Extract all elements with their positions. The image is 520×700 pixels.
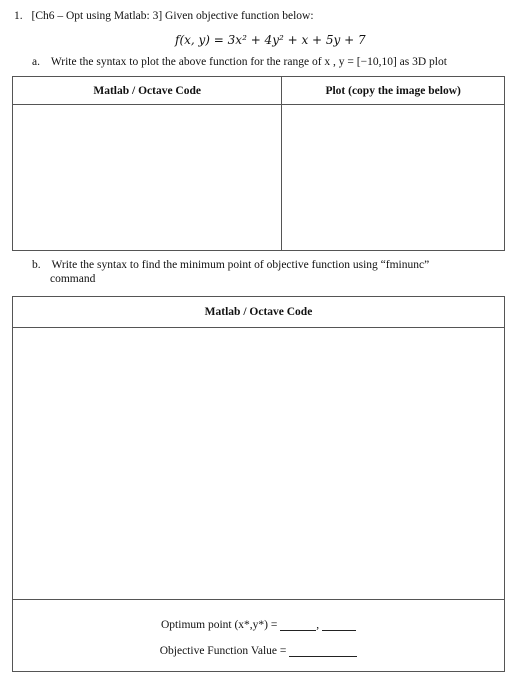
objective-value-row xyxy=(13,645,504,657)
optimum-separator: , xyxy=(316,618,320,631)
part-b-table xyxy=(12,296,505,672)
part-b-code-cell[interactable] xyxy=(13,328,505,600)
part-a-code-cell[interactable] xyxy=(13,105,282,251)
part-a-text: Write the syntax to plot the above function for the range of x , y = [−10,10] as 3D plot xyxy=(50,56,447,68)
objective-value-blank[interactable] xyxy=(289,646,357,657)
objective-function-text: f(x, y) = 3x² + 4y² + x + 5y + 7 xyxy=(175,33,366,47)
part-a-plot-cell[interactable] xyxy=(282,105,505,251)
question-number: 1. xyxy=(14,10,23,22)
part-a-table xyxy=(12,76,505,251)
part-a-label: a. xyxy=(32,56,40,68)
part-b-code-header: Matlab / Octave Code xyxy=(13,297,505,328)
part-b-text-line2: command xyxy=(50,273,96,285)
part-a-code-header: Matlab / Octave Code xyxy=(13,77,282,105)
objective-function xyxy=(175,33,366,47)
part-a-prompt xyxy=(32,56,447,68)
part-a-plot-header: Plot (copy the image below) xyxy=(282,77,505,105)
optimum-point-row xyxy=(13,619,504,631)
optimum-point-label: Optimum point (x*,y*) = xyxy=(161,618,278,631)
optimum-y-blank[interactable] xyxy=(322,620,356,631)
optimum-x-blank[interactable] xyxy=(280,620,316,631)
part-b-label: b. xyxy=(32,259,41,271)
question-heading xyxy=(14,10,314,22)
part-b-prompt xyxy=(32,259,429,285)
part-b-text-line1: Write the syntax to find the minimum point of objective function using “fminunc” xyxy=(51,259,430,271)
objective-value-label: Objective Function Value = xyxy=(159,644,287,657)
question-heading-text: [Ch6 – Opt using Matlab: 3] Given objective function below: xyxy=(31,10,314,22)
part-b-result-cell xyxy=(13,600,505,672)
